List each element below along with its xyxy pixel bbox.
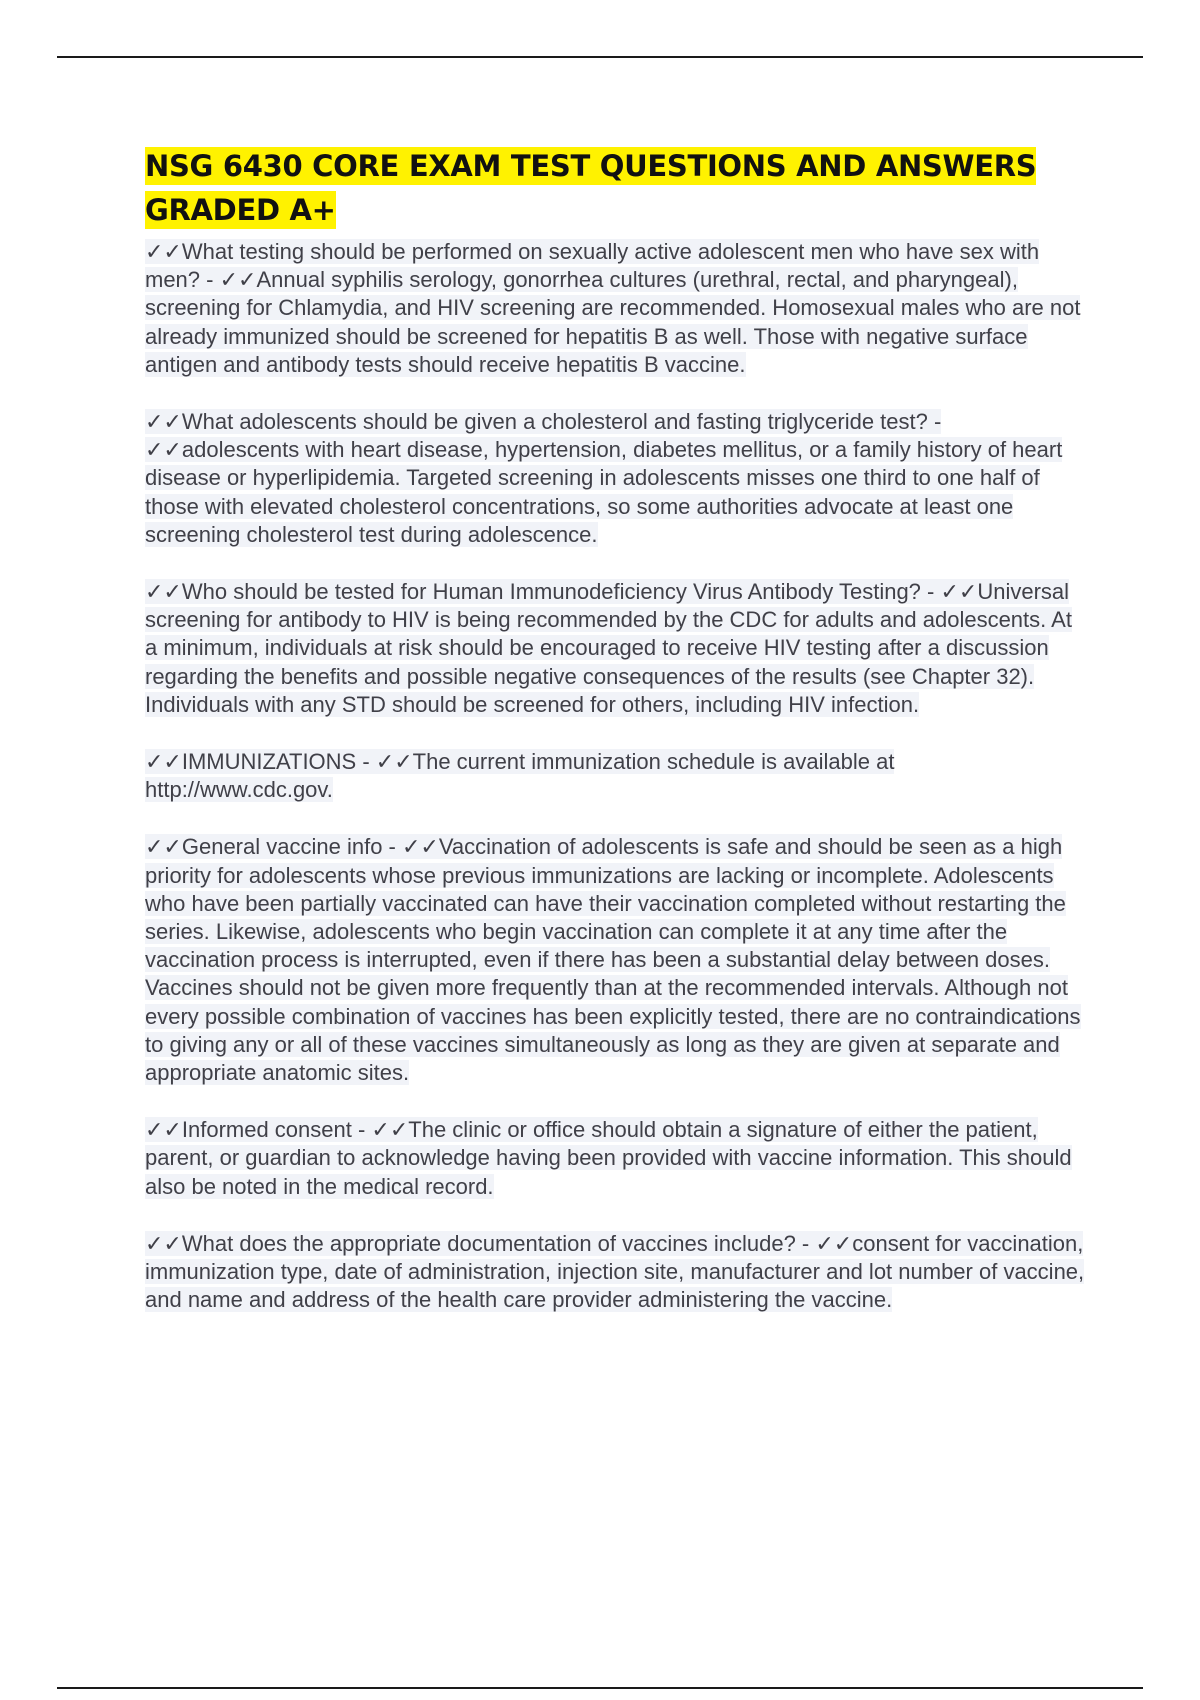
- answer-text: ✓✓adolescents with heart disease, hypertension, diabetes mellitus, or a family history of heart disease or hyperlipidemia. Targeted screening in adolescents misses one third to one half of those with elevated cholesterol concentrations, so some authorities advocate at least one screening cholesterol test during adolescence.: [145, 437, 1063, 547]
- qa-item: [145, 1230, 1085, 1315]
- qa-separator: -: [382, 834, 402, 860]
- document-title: [145, 144, 1085, 232]
- question-text: ✓✓What does the appropriate documentation of vaccines include?: [145, 1230, 796, 1256]
- title-highlight: NSG 6430 CORE EXAM TEST QUESTIONS AND ANSWERS GRADED A+: [145, 149, 1037, 227]
- qa-item: [145, 833, 1085, 1087]
- answer-text: ✓✓Annual syphilis serology, gonorrhea cultures (urethral, rectal, and pharyngeal), screening for Chlamydia, and HIV screening are recommended. Homosexual males who are not already immunized should be screened for hepatitis B as well. Those with negative surface antigen and antibody tests should receive hepatitis B vaccine.: [145, 267, 1081, 377]
- question-text: ✓✓What testing should be performed on sexually active adolescent men who have sex with men?: [145, 239, 1040, 293]
- qa-separator: -: [351, 1117, 372, 1143]
- question-text: ✓✓Informed consent: [145, 1117, 352, 1143]
- qa-item: [145, 748, 1085, 804]
- qa-item: [145, 1116, 1085, 1201]
- answer-text: ✓✓The current immunization schedule is available at http://www.cdc.gov.: [145, 749, 895, 803]
- document-body: [145, 144, 1085, 1344]
- qa-item: [145, 578, 1085, 719]
- footer-rule: [57, 1687, 1143, 1689]
- qa-separator: -: [920, 579, 941, 605]
- qa-separator: -: [927, 409, 942, 435]
- qa-item: [145, 238, 1085, 379]
- answer-text: ✓✓consent for vaccination, immunization type, date of administration, injection site, manufacturer and lot number of vaccine, and name and address of the health care provider administering the vaccine.: [145, 1230, 1085, 1313]
- question-text: ✓✓General vaccine info: [145, 834, 383, 860]
- question-text: ✓✓What adolescents should be given a cholesterol and fasting triglyceride test?: [145, 409, 928, 435]
- question-text: ✓✓Who should be tested for Human Immunodeficiency Virus Antibody Testing?: [145, 579, 921, 605]
- question-text: ✓✓IMMUNIZATIONS: [145, 749, 357, 775]
- qa-separator: -: [795, 1230, 816, 1256]
- answer-text: ✓✓The clinic or office should obtain a signature of either the patient, parent, or guardian to acknowledge having been provided with vaccine information. This should also be noted in the medical record.: [145, 1117, 1072, 1199]
- qa-separator: -: [356, 749, 376, 775]
- qa-item: [145, 408, 1085, 549]
- header-rule: [57, 56, 1143, 58]
- qa-separator: -: [200, 267, 220, 293]
- answer-text: ✓✓Vaccination of adolescents is safe and should be seen as a high priority for adolescents whose previous immunizations are lacking or incomplete. Adolescents who have been partially vaccinated can have their vaccination completed without restarting the series. Likewise, adolescents who begin vaccination can complete it at any time after the vaccination process is interrupted, even if there has been a substantial delay between doses. Vaccines should not be given more frequently than at the recommended intervals. Although not every possible combination of vaccines has been explicitly tested, there are no contraindications to giving any or all of these vaccines simultaneously as long as they are given at separate and appropriate anatomic sites.: [145, 834, 1081, 1086]
- answer-text: ✓✓Universal screening for antibody to HIV is being recommended by the CDC for adults and adolescents. At a minimum, individuals at risk should be encouraged to receive HIV testing after a discussion regarding the benefits and possible negative consequences of the results (see Chapter 32). Individuals with any STD should be screened for others, including HIV infection.: [145, 579, 1072, 717]
